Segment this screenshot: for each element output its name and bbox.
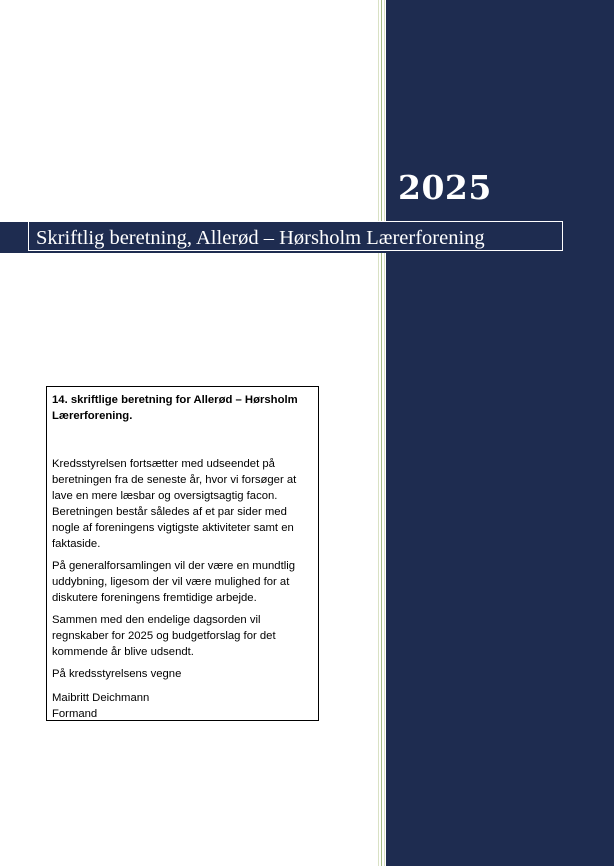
navy-side-panel — [386, 0, 614, 866]
intro-letter-box — [46, 386, 319, 721]
letter-paragraph: Kredsstyrelsen fortsætter med udseendet på beretningen fra de seneste år, hvor vi forsøger at lave en mere læsbar og oversigtsagtig facon. Beretningen består således af et par sider med nogle af foreningens vigtigste aktiviteter samt en faktaside. — [52, 458, 297, 550]
letter-paragraph: På generalforsamlingen vil der være en mundtlig uddybning, ligesom der vil være mulighed for at diskutere foreningens fremtidige arbejde. — [52, 560, 296, 604]
decorative-rule — [381, 0, 382, 866]
decorative-rule — [384, 0, 385, 866]
letter-heading: 14. skriftlige beretning for Allerød – Hørsholm Lærerforening. — [52, 394, 298, 422]
letter-paragraph: Sammen med den endelige dagsorden vil regnskaber for 2025 og budgetforslag for det kommende år blive udsendt. — [52, 614, 276, 658]
cover-year: 2025 — [398, 168, 492, 207]
cover-title: Skriftlig beretning, Allerød – Hørsholm Lærerforening — [36, 227, 485, 249]
signature-role: Formand — [52, 708, 98, 720]
letter-closing: På kredsstyrelsens vegne — [52, 668, 182, 680]
signature-name: Maibritt Deichmann — [52, 692, 150, 704]
decorative-rule — [378, 0, 379, 866]
